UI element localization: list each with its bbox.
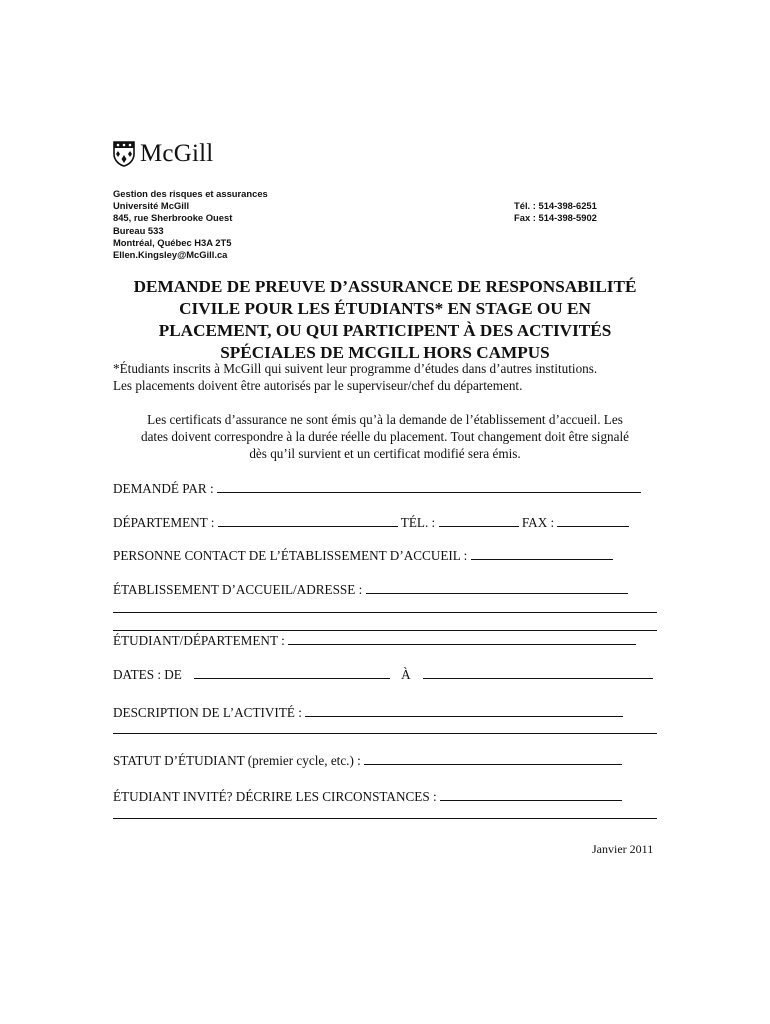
etablissement-line-3[interactable] — [113, 630, 657, 631]
date-end-input[interactable] — [423, 667, 653, 679]
fax-number: Fax : 514-398-5902 — [514, 212, 597, 224]
statut-label: STATUT D’ÉTUDIANT (premier cycle, etc.) : — [113, 753, 361, 768]
etablissement-line-2[interactable] — [113, 612, 657, 613]
title-line: CIVILE POUR LES ÉTUDIANTS* EN STAGE OU EN — [179, 299, 591, 318]
title-line: PLACEMENT, OU QUI PARTICIPENT À DES ACTIVITÉS — [158, 321, 612, 340]
demande-par-label: DEMANDÉ PAR : — [113, 481, 214, 496]
phone-number: Tél. : 514-398-6251 — [514, 200, 597, 211]
sender-line: Université McGill — [113, 200, 190, 212]
mcgill-crest-icon — [113, 141, 135, 167]
departement-input[interactable] — [218, 515, 398, 527]
note-line: *Étudiants inscrits à McGill qui suivent leur programme d’études dans d’autres institutions. — [113, 361, 598, 376]
description-label: DESCRIPTION DE L’ACTIVITÉ : — [113, 705, 302, 720]
logo-wordmark: McGill — [140, 140, 214, 167]
note-line: Les placements doivent être autorisés par le superviseur/chef du département. — [113, 378, 523, 393]
personne-contact-label: PERSONNE CONTACT DE L’ÉTABLISSEMENT D’ACCUEIL : — [113, 548, 468, 563]
statut-input[interactable] — [364, 753, 622, 765]
date-start-input[interactable] — [194, 667, 390, 679]
field-statut — [113, 753, 622, 769]
field-invite — [113, 789, 622, 805]
dates-de-label: DATES : DE — [113, 667, 182, 682]
fax-input[interactable] — [557, 515, 629, 527]
invite-line-2[interactable] — [113, 818, 657, 819]
field-description — [113, 705, 623, 721]
sender-line: Montréal, Québec H3A 2T5 — [113, 236, 232, 248]
fax-label: FAX : — [521, 515, 555, 530]
para-line: dates doivent correspondre à la durée réelle du placement. Tout changement doit être signalé — [140, 429, 630, 444]
dates-a-label: À — [401, 667, 411, 682]
field-personne-contact — [113, 548, 613, 564]
invite-label: ÉTUDIANT INVITÉ? DÉCRIRE LES CIRCONSTANCES : — [113, 789, 437, 804]
demande-par-input[interactable] — [217, 481, 641, 493]
invite-input[interactable] — [440, 789, 622, 801]
sender-line: Gestion des risques et assurances — [113, 188, 268, 199]
etablissement-label: ÉTABLISSEMENT D’ACCUEIL/ADRESSE : — [113, 582, 363, 597]
field-etablissement — [113, 582, 628, 598]
description-line-2[interactable] — [113, 733, 657, 734]
personne-contact-input[interactable] — [471, 548, 613, 560]
field-etudiant-departement — [113, 633, 636, 649]
instructions-paragraph — [110, 411, 660, 462]
description-input[interactable] — [305, 705, 623, 717]
para-line: Les certificats d’assurance ne sont émis qu’à la demande de l’établissement d’accueil. Les — [147, 412, 623, 427]
sender-line: Bureau 533 — [113, 224, 164, 236]
sender-address — [113, 188, 268, 261]
etablissement-input[interactable] — [366, 582, 628, 594]
sender-line: 845, rue Sherbrooke Ouest — [113, 212, 233, 224]
revision-date: Janvier 2011 — [592, 842, 654, 856]
para-line: dès qu’il survient et un certificat modifié sera émis. — [249, 446, 521, 461]
tel-label: TÉL. : — [400, 515, 436, 530]
field-demande-par — [113, 481, 641, 497]
departement-label: DÉPARTEMENT : — [113, 515, 215, 530]
document-title — [110, 276, 660, 364]
sender-email: Ellen.Kingsley@McGill.ca — [113, 249, 228, 261]
etudiant-departement-input[interactable] — [288, 633, 636, 645]
tel-input[interactable] — [439, 515, 519, 527]
mcgill-logo — [113, 140, 213, 168]
field-departement — [113, 515, 629, 531]
etudiant-departement-label: ÉTUDIANT/DÉPARTEMENT : — [113, 633, 285, 648]
field-dates — [113, 667, 653, 683]
title-line: SPÉCIALES DE MCGILL HORS CAMPUS — [220, 343, 550, 362]
title-line: DEMANDE DE PREUVE D’ASSURANCE DE RESPONSABILITÉ — [133, 277, 637, 296]
contact-numbers — [514, 200, 597, 224]
footnote — [113, 360, 597, 394]
